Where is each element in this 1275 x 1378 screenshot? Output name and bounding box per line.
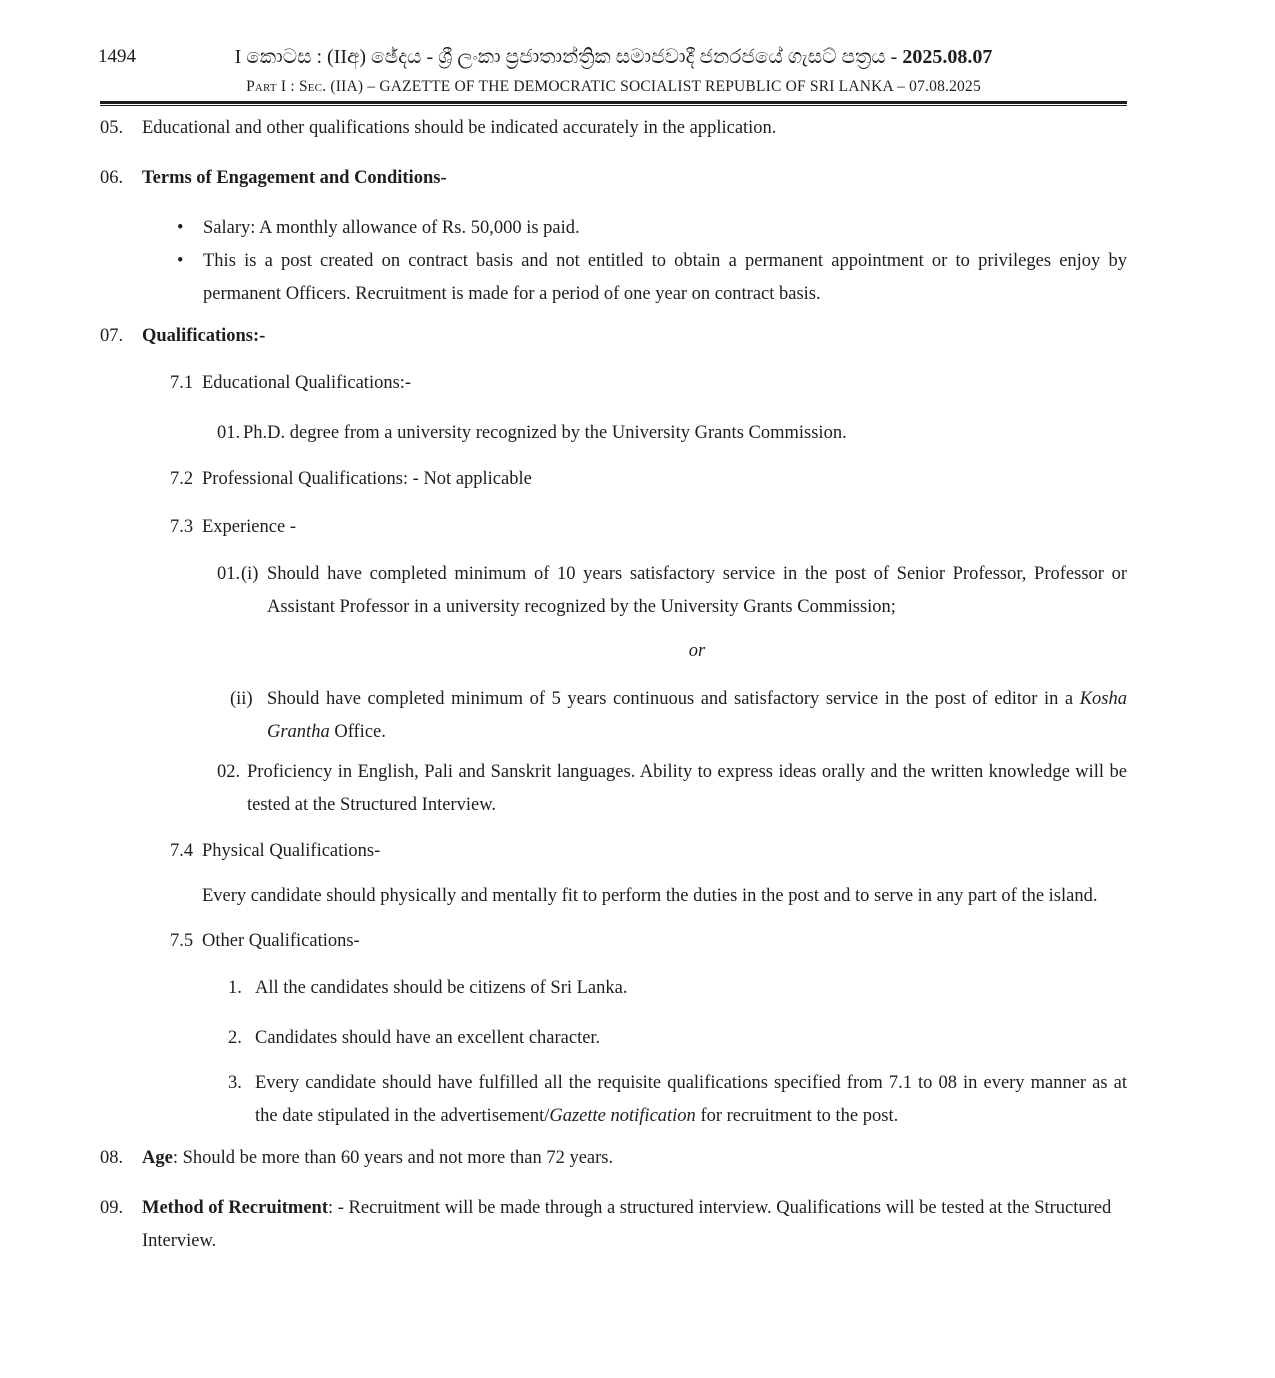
section-05 xyxy=(100,112,1127,145)
bullet-item-contract xyxy=(100,245,1127,311)
section-05-number: 05. xyxy=(100,118,124,138)
item-7-3-ii-text-post: Office. xyxy=(329,722,386,742)
item-7-5-1 xyxy=(100,972,1127,1005)
subsection-7-4-number: 7.4 xyxy=(170,841,194,861)
subsection-7-2-number: 7.2 xyxy=(170,469,194,489)
bullet-item-salary xyxy=(100,212,1127,245)
subsection-7-1-title: Educational Qualifications:- xyxy=(202,373,412,393)
item-7-3-01-roman: (i) xyxy=(241,564,259,584)
item-7-3-02-text: Proficiency in English, Pali and Sanskrit languages. Ability to express ideas orally and the written knowledge will be tested at the Structured Interview. xyxy=(247,762,1127,815)
item-7-1-01-text: Ph.D. degree from a university recognized by the University Grants Commission. xyxy=(243,423,847,443)
section-05-text: Educational and other qualifications should be indicated accurately in the application. xyxy=(142,118,777,138)
item-7-3-01-number: 01. xyxy=(217,564,241,584)
subsection-7-1-number: 7.1 xyxy=(170,373,194,393)
header-subtitle-english: Part I : Sec. (IIA) – GAZETTE OF THE DEMOCRATIC SOCIALIST REPUBLIC OF SRI LANKA – 07.08.2025 xyxy=(246,78,981,95)
item-7-5-1-number: 1. xyxy=(228,978,242,998)
bullet-icon: • xyxy=(177,218,184,238)
subsection-7-1-heading xyxy=(100,367,1127,400)
item-7-5-2 xyxy=(100,1022,1127,1055)
item-7-3-02-number: 02. xyxy=(217,762,241,782)
subsection-7-5-number: 7.5 xyxy=(170,931,194,951)
item-7-5-3-text-pre: Every candidate should have fulfilled all the requisite qualifications specified from 7.1 to 08 in every manner as at the date stipulated in the advertisement/ xyxy=(255,1073,1127,1126)
section-06-heading xyxy=(100,162,1127,195)
item-7-5-3 xyxy=(100,1067,1127,1133)
item-7-3-ii-number: (ii) xyxy=(230,689,253,709)
section-09-number: 09. xyxy=(100,1198,124,1218)
header-title-date: 2025.08.07 xyxy=(902,46,993,68)
header-title-sinhala xyxy=(100,42,1127,72)
section-06-title: Terms of Engagement and Conditions- xyxy=(142,168,447,188)
item-7-5-1-text: All the candidates should be citizens of Sri Lanka. xyxy=(255,978,628,998)
subsection-7-5-title: Other Qualifications- xyxy=(202,931,360,951)
subsection-7-2-text: Professional Qualifications: - Not applicable xyxy=(202,469,532,489)
section-09-label: Method of Recruitment xyxy=(142,1198,328,1218)
section-06-bullet-list xyxy=(100,212,1127,311)
item-7-3-ii-text-italic: Kosha Grantha xyxy=(267,689,1127,742)
item-7-3-ii xyxy=(100,683,1127,749)
header-title-sinhala-text: I කොටස : (IIඅ) ඡේදය - ශ්‍රී ලංකා ප්‍රජාතාන්ත්‍රික සමාජවාදී ජනරජයේ ගැසට් පත්‍රය - xyxy=(234,46,903,68)
section-06-number: 06. xyxy=(100,168,124,188)
bullet-item-salary-text: Salary: A monthly allowance of Rs. 50,000 is paid. xyxy=(203,218,580,238)
header-rule-thick xyxy=(100,101,1127,104)
item-7-5-2-text: Candidates should have an excellent character. xyxy=(255,1028,601,1048)
section-07-heading xyxy=(100,320,1127,353)
subsection-7-3-heading xyxy=(100,511,1127,544)
item-7-5-3-number: 3. xyxy=(228,1073,242,1093)
item-7-1-01 xyxy=(100,417,1127,450)
bullet-item-contract-text: This is a post created on contract basis and not entitled to obtain a permanent appointment or to privileges enjoy by permanent Officers. Recruitment is made for a period of one year on contract basis. xyxy=(203,251,1127,304)
subsection-7-4-title: Physical Qualifications- xyxy=(202,841,381,861)
item-7-1-01-number: 01. xyxy=(217,423,241,443)
section-07-number: 07. xyxy=(100,326,124,346)
or-separator: or xyxy=(688,641,706,661)
section-08-number: 08. xyxy=(100,1148,124,1168)
subsection-7-2 xyxy=(100,463,1127,496)
section-09-text: : - Recruitment will be made through a structured interview. Qualifications will be tested at the Structured Interview. xyxy=(142,1198,1112,1251)
item-7-3-01-text: Should have completed minimum of 10 years satisfactory service in the post of Senior Professor, Professor or Assistant Professor in a university recognized by the University Grants Commission; xyxy=(267,564,1127,617)
section-09 xyxy=(100,1192,1127,1258)
subsection-7-4-heading xyxy=(100,835,1127,868)
subsection-7-5-heading xyxy=(100,925,1127,958)
section-08-label: Age xyxy=(142,1148,173,1168)
item-7-3-02 xyxy=(100,756,1127,822)
item-7-5-3-text-post: for recruitment to the post. xyxy=(695,1106,899,1126)
item-7-5-2-number: 2. xyxy=(228,1028,242,1048)
subsection-7-3-title: Experience - xyxy=(202,517,296,537)
item-7-3-ii-text-pre: Should have completed minimum of 5 years continuous and satisfactory service in the post of editor in a xyxy=(267,689,1080,709)
bullet-icon: • xyxy=(177,251,184,271)
section-07-title: Qualifications:- xyxy=(142,326,266,346)
subsection-7-4-paragraph: Every candidate should physically and mentally fit to perform the duties in the post and to serve in any part of the island. xyxy=(202,886,1098,906)
subsection-7-3-number: 7.3 xyxy=(170,517,194,537)
document-body xyxy=(100,106,1127,1258)
item-7-5-3-text-italic: Gazette notification xyxy=(549,1106,696,1126)
section-08 xyxy=(100,1142,1127,1175)
item-7-3-01-i xyxy=(100,558,1127,624)
page-number: 1494 xyxy=(98,46,136,67)
section-08-text: : Should be more than 60 years and not more than 72 years. xyxy=(172,1148,614,1168)
